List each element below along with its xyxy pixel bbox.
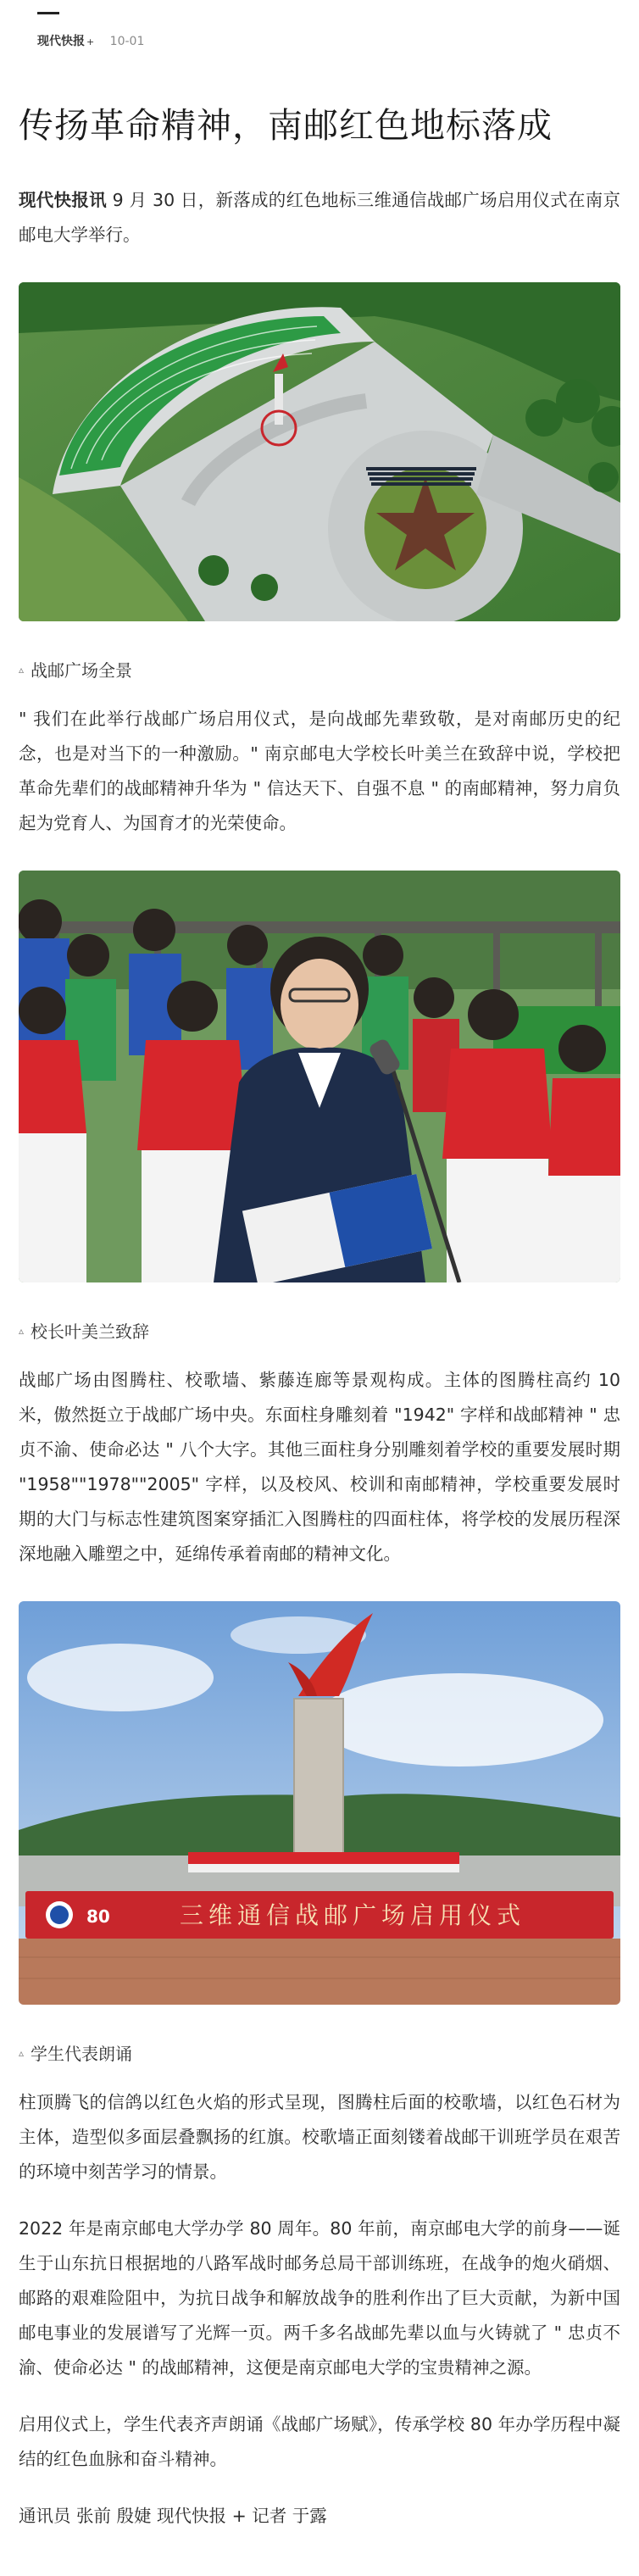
- author-credit: 通讯员 张前 殷婕 现代快报 + 记者 于露: [19, 2506, 327, 2526]
- top-bar: [19, 0, 620, 49]
- caption-text: 战邮广场全景: [31, 660, 133, 681]
- caption-text: 学生代表朗诵: [31, 2044, 133, 2064]
- source-arrow-icon: +: [86, 36, 95, 47]
- paragraph-4: 2022 年是南京邮电大学办学 80 周年。80 年前，南京邮电大学的前身——诞生于山东抗日根据地的八路军战时邮务总局干部训练班，在战争的炮火硝烟、邮路的艰难险阻中，为抗日战争和解放战争的胜利作出了巨大贡献，为新中国邮电事业的发展谱写了光辉一页。两千多名战邮先辈以血与火铸就了 " 忠贞不渝、使命必达 " 的战邮精神，这便是南京邮电大学的宝贵精神之源。: [19, 2218, 620, 2378]
- triangle-icon: ▵: [19, 663, 25, 676]
- publish-date: 10-01: [109, 35, 145, 48]
- paragraph-5: 启用仪式上，学生代表齐声朗诵《战邮广场赋》，传承学校 80 年办学历程中凝结的红色血脉和奋斗精神。: [19, 2414, 620, 2469]
- menu-icon[interactable]: [37, 12, 59, 14]
- photo-caption-1: [19, 657, 620, 682]
- banner-text: 三维通信战邮广场启用仪式: [180, 1901, 526, 1929]
- triangle-icon: ▵: [19, 2046, 25, 2059]
- paragraph-1: " 我们在此举行战邮广场启用仪式，是向战邮先辈致敬，是对南邮历史的纪念，也是对当下的一种激励。" 南京邮电大学校长叶美兰在致辞中说，学校把革命先辈们的战邮精神升华为 " 信达天下、自强不息 " 的南邮精神，努力肩负起为党育人、为国育才的光荣使命。: [19, 709, 620, 833]
- svg-text:80: 80: [86, 1906, 110, 1927]
- triangle-icon: ▵: [19, 1324, 25, 1337]
- plaza-aerial-photo: [19, 282, 620, 621]
- photo-caption-3: [19, 2040, 620, 2065]
- lead-paragraph: [19, 183, 620, 253]
- lead-text: 9 月 30 日，新落成的红色地标三维通信战邮广场启用仪式在南京邮电大学举行。: [19, 190, 620, 245]
- ceremony-photo: [19, 1601, 620, 2005]
- paragraph-3: 柱顶腾飞的信鸽以红色火焰的形式呈现，图腾柱后面的校歌墙，以红色石材为主体，造型似多面层叠飘扬的红旗。校歌墙正面刻镂着战邮干训班学员在艰苦的环境中刻苦学习的情景。: [19, 2092, 620, 2182]
- paragraph-2: 战邮广场由图腾柱、校歌墙、紫藤连廊等景观构成。主体的图腾柱高约 10 米，傲然挺立于战邮广场中央。东面柱身雕刻着 "1942" 字样和战邮精神 " 忠贞不渝、使命必达 " 八个大字。其他三面柱身分别雕刻着学校的重要发展时期 "1958""1978""2005" 字样，以及校风、校训和南邮精神，学校重要发展时期的大门与标志性建筑图案穿插汇入图腾柱的四面柱体，将学校的发展历程深深地融入雕塑之中，延绵传承着南邮的精神文化。: [19, 1370, 620, 1564]
- lead-source: 现代快报讯: [19, 190, 107, 210]
- caption-text: 校长叶美兰致辞: [31, 1321, 150, 1342]
- principal-speech-photo: [19, 871, 620, 1282]
- photo-caption-2: [19, 1318, 620, 1343]
- source-name[interactable]: 现代快报: [37, 35, 85, 48]
- article-meta: [37, 32, 144, 49]
- article-title: 传扬革命精神，南邮红色地标落成: [19, 105, 553, 146]
